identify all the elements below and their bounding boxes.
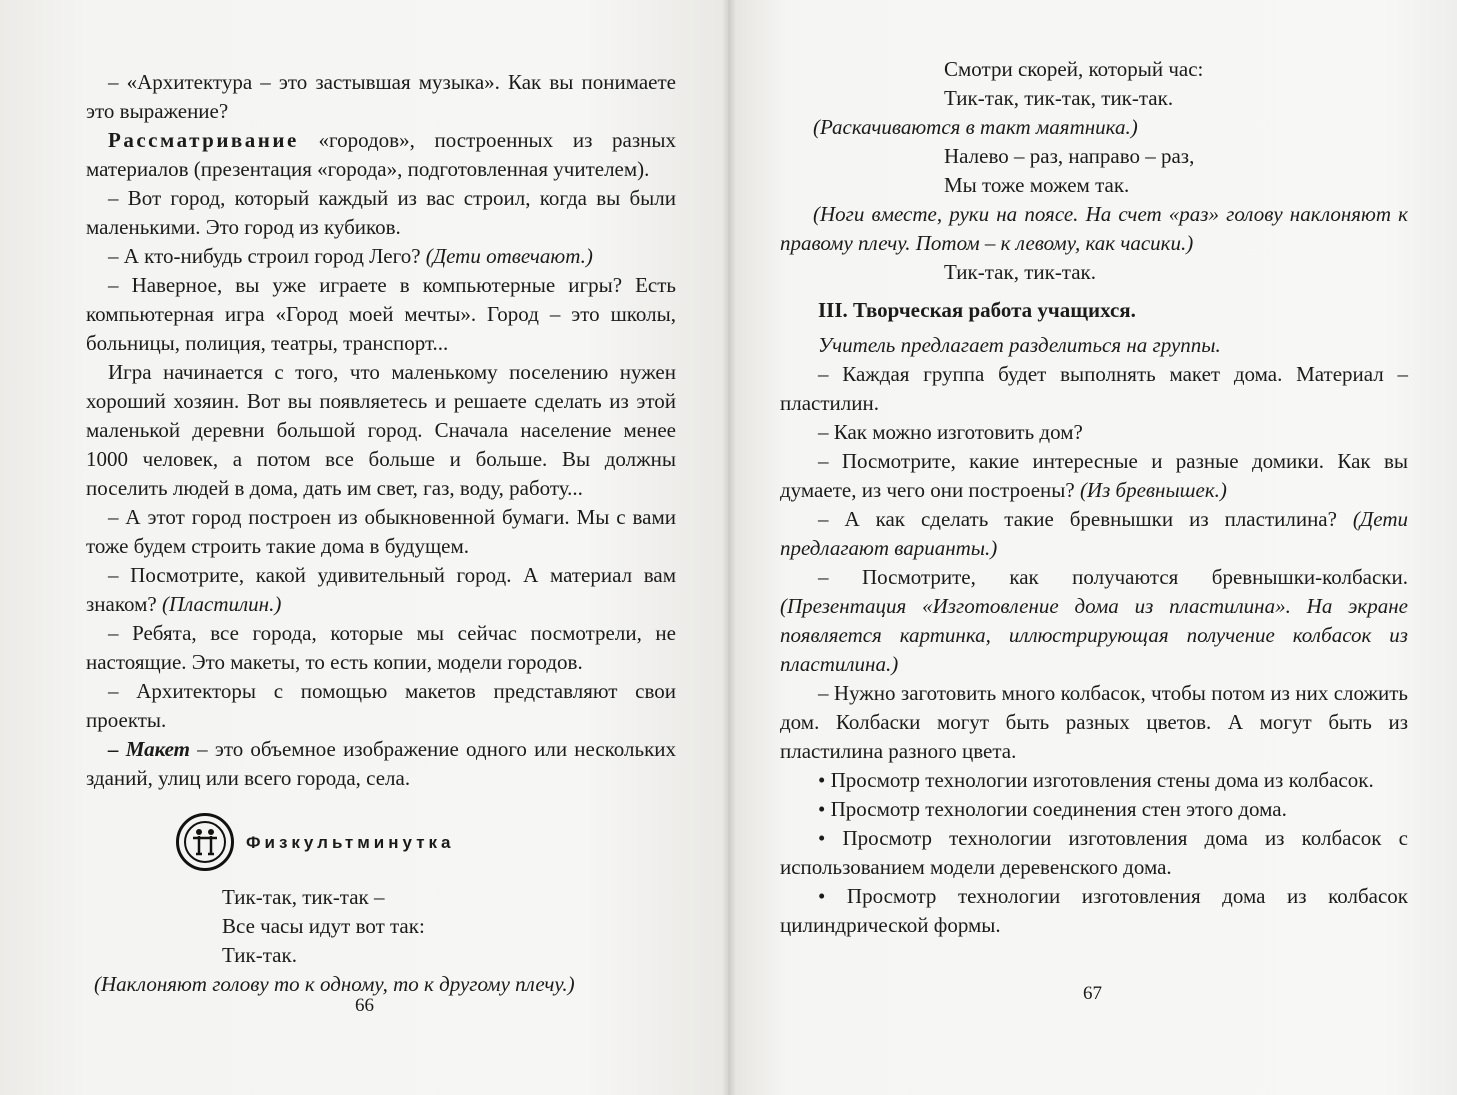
physical-break-header — [176, 813, 676, 871]
paragraph-definition: – Макет – это объемное изображение одного или нескольких зданий, улиц или всего города, села. — [86, 737, 677, 790]
paragraph: – Вот город, который каждый из вас строил, когда вы были маленькими. Это город из кубиков. — [86, 186, 676, 239]
verse-line: Тик-так, тик-так. — [944, 260, 1097, 284]
bullet-item: • Просмотр технологии изготовления дома из колбасок цилиндрической формы. — [780, 884, 1408, 937]
physical-break-title: Физкультминутка — [246, 832, 455, 852]
bullet-item: • Просмотр технологии изготовления стены дома из колбасок. — [818, 768, 1374, 792]
paragraph: – Посмотрите, как получаются бревнышки-колбаски. (Презентация «Изготовление дома из пластилина». На экране появляется картинка, иллюстрирующая получение колбасок из пластилина.) — [780, 565, 1408, 676]
paragraph: – А этот город построен из обыкновенной бумаги. Мы с вами тоже будем строить такие дома в будущем. — [86, 505, 676, 558]
paragraph: – Каждая группа будет выполнять макет дома. Материал – пластилин. — [780, 362, 1408, 415]
paragraph: Рассматривание «городов», построенных из разных материалов (презентация «города», подготовленная учителем). — [86, 128, 676, 181]
paragraph: – Нужно заготовить много колбасок, чтобы потом из них сложить дом. Колбаски могут быть разных цветов. А могут быть из пластилина разного цвета. — [780, 681, 1408, 763]
page-number-right: 67 — [1083, 983, 1102, 1004]
instruction: Учитель предлагает разделиться на группы. — [818, 333, 1221, 357]
page-number-left: 66 — [355, 995, 374, 1016]
paragraph: – Наверное, вы уже играете в компьютерные игры? Есть компьютерная игра «Город моей мечты». Город – это школы, больницы, полиция, театры, транспорт... — [86, 273, 676, 355]
verse-note: (Раскачиваются в такт маятника.) — [813, 115, 1138, 139]
paragraph: – Посмотрите, какой удивительный город. А материал вам знаком? (Пластилин.) — [86, 563, 676, 616]
section-heading: III. Творческая работа учащихся. — [818, 298, 1136, 322]
verse-line: Тик-так. — [222, 943, 297, 967]
verse-block — [86, 883, 676, 970]
term-maket: Макет — [125, 737, 190, 761]
paragraph: – Посмотрите, какие интересные и разные домики. Как вы думаете, из чего они построены? (Из бревнышек.) — [780, 449, 1408, 502]
paragraph: Игра начинается с того, что маленькому поселению нужен хороший хозяин. Вот вы появляетесь и решаете сделать из этой маленькой деревни большой город. Сначала население менее 1000 человек, а потом все больше и больше. Вы должны поселить людей в дома, дать им свет, газ, воду, работу... — [86, 360, 676, 500]
paragraph: – А кто-нибудь строил город Лего? (Дети отвечают.) — [108, 244, 593, 268]
bullet-item: • Просмотр технологии соединения стен этого дома. — [818, 797, 1287, 821]
exercise-figures-icon — [176, 813, 234, 871]
paragraph: – Ребята, все города, которые мы сейчас посмотрели, не настоящие. Это макеты, то есть копии, модели городов. — [86, 621, 676, 674]
verse-line: Мы тоже можем так. — [944, 173, 1130, 197]
paragraph: – Как можно изготовить дом? — [818, 420, 1083, 444]
verse-line: Тик-так, тик-так – — [222, 885, 385, 909]
verse-line: Смотри скорей, который час: — [944, 57, 1204, 81]
paragraph: – Архитекторы с помощью макетов представляют свои проекты. — [86, 679, 676, 732]
book-gutter — [722, 0, 736, 1095]
paragraph: – «Архитектура – это застывшая музыка». Как вы понимаете это выражение? — [86, 70, 676, 123]
right-page-text — [780, 55, 1408, 940]
left-page-text — [86, 68, 676, 999]
verse-note: (Ноги вместе, руки на поясе. На счет «раз» голову наклоняют к правому плечу. Потом – к левому, как часики.) — [780, 202, 1408, 255]
verse-block — [780, 55, 1408, 113]
verse-block — [780, 142, 1408, 200]
bullet-item: • Просмотр технологии изготовления дома из колбасок с использованием модели деревенского дома. — [780, 826, 1408, 879]
verse-line: Все часы идут вот так: — [222, 914, 425, 938]
verse-line: Тик-так, тик-так, тик-так. — [944, 86, 1174, 110]
verse-note: (Наклоняют голову то к одному, то к другому плечу.) — [94, 972, 575, 996]
paragraph: – А как сделать такие бревнышки из пластилина? (Дети предлагают варианты.) — [780, 507, 1408, 560]
verse-line: Налево – раз, направо – раз, — [944, 144, 1195, 168]
